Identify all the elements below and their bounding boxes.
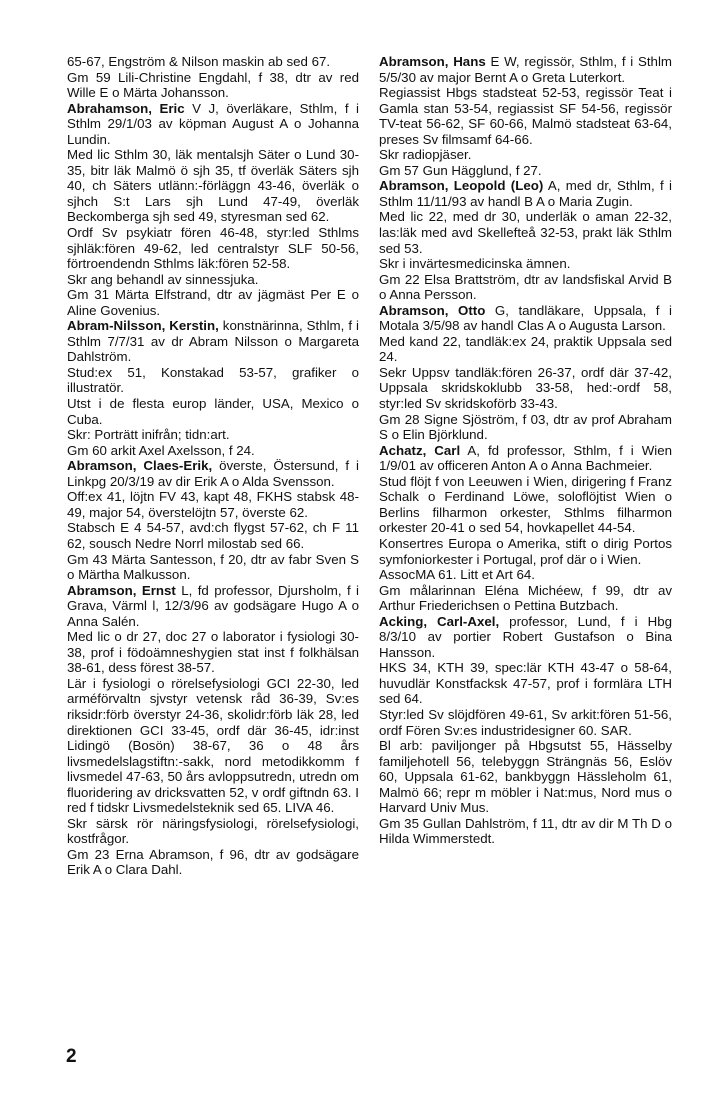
entry-paragraph: AssocMA 61. Litt et Art 64.	[379, 567, 535, 583]
entry-abramson-ernst	[67, 583, 359, 878]
entry-paragraph: Lär i fysiologi o rörelsefysiologi GCI 22-30, led arméförvaltn sjvstyr vetensk råd 36-39, Sv:es riksidr:förb överstyr 24-36, skolidr:förb läk 28, led direktionen GCI 33-45, ordf där 36-45, idr:inst Lidingö (Bosön) 38-67, 36 o 48 års livsmedelslagstiftn:-sakk, nord metodikkomm f livsmedel 47-63, 50 års avloppsutredn, utredn om fluoridering av dricksvatten 52, v ordf giftndn 63. I red f tidskr Livsmedelsteknik sed 65. LIVA 46.	[67, 675, 359, 816]
entry-paragraph: Gm 57 Gun Hägglund, f 27.	[379, 162, 542, 178]
entry-name: Abramson, Ernst	[67, 582, 176, 598]
entry-paragraph: Utst i de flesta europ länder, USA, Mexico o Cuba.	[67, 396, 359, 427]
entry-paragraph: Styr:led Sv slöjdfören 49-61, Sv arkit:fören 51-56, ordf Fören Sv:es industridesigner 60. SAR.	[379, 706, 672, 738]
entry-paragraph: Off:ex 41, löjtn FV 43, kapt 48, FKHS stabsk 48-49, major 54, överstelöjtn 57, överste 62.	[67, 489, 359, 520]
entry-paragraph: A, med dr, Sthlm, f i Sthlm 11/11/93 av handl B A o Maria Zugin.	[379, 178, 672, 209]
entry-paragraph: Ordf Sv psykiatr fören 46-48, styr:led Sthlms sjhläk:fören 49-62, led centralstyr SLF 50-56, förtroendendn Sthlms läk:fören 52-58.	[67, 225, 359, 272]
entry-continued	[67, 54, 359, 101]
entry-paragraph: Skr radiopjäser.	[379, 147, 472, 163]
entry-name: Abramson, Hans	[379, 54, 486, 69]
entry-paragraph: överste, Östersund, f i Linkpg 20/3/19 av dir Erik A o Alda Svensson.	[67, 458, 359, 489]
entry-paragraph: Skr särsk rör näringsfysiologi, rörelsefysiologi, kostfrågor.	[67, 815, 359, 847]
entry-paragraph: Stud flöjt f von Leeuwen i Wien, dirigering f Franz Schalk o Ferdinand Löwe, soloflöjtist Wien o Berlins filharmon orkester, Sthlms filharmon orkester 20-41 o sed 54, hovkapellet 44-54.	[379, 473, 672, 536]
entry-paragraph: V J, överläkare, Sthlm, f i Sthlm 29/1/03 av köpman August A o Johanna Lundin.	[67, 100, 359, 147]
entry-paragraph: Regiassist Hbgs stadsteat 52-53, regissör Teat i Gamla stan 53-54, regiassist SF 54-56, regissör TV-teat 56-62, SF 60-66, Malmö stadsteat 63-64, preses Sv filmsamf 64-66.	[379, 85, 672, 147]
entry-name: Achatz, Carl	[379, 442, 461, 458]
entry-paragraph: Gm 59 Lili-Christine Engdahl, f 38, dtr av red Wille E o Märta Johansson.	[67, 69, 359, 101]
entry-paragraph: E W, regissör, Sthlm, f i Sthlm 5/5/30 av major Bernt A o Greta Luterkort.	[379, 54, 672, 85]
entry-paragraph: Skr i invärtesmedicinska ämnen.	[379, 256, 571, 272]
entry-name: Abrahamson, Eric	[67, 100, 185, 116]
right-column	[379, 54, 672, 847]
entry-paragraph: Gm 22 Elsa Brattström, dtr av landsfiskal Arvid B o Anna Persson.	[379, 271, 672, 303]
entry-paragraph: Konsertres Europa o Amerika, stift o dirig Portos symfoniorkester i Portugal, prof där o i Wien.	[379, 535, 672, 567]
entry-paragraph: G, tandläkare, Uppsala, f i Motala 3/5/98 av handl Clas A o Augusta Larson.	[379, 302, 672, 334]
entry-paragraph: Gm 35 Gullan Dahlström, f 11, dtr av dir M Th D o Hilda Wimmerstedt.	[379, 815, 672, 847]
entry-name: Abramson, Otto	[379, 302, 486, 318]
entry-paragraph: Bl arb: paviljonger på Hbgsutst 55, Hässelby familjehotell 56, telebyggn Strängnäs 56, Eslöv 60, Uppsala 61-62, bankbyggn Hässleholm 61, Malmö 66; repr m möbler i Nat:mus, Nord mus o Harvard Univ Mus.	[379, 738, 672, 816]
entry-paragraph: Gm 23 Erna Abramson, f 96, dtr av godsägare Erik A o Clara Dahl.	[67, 846, 359, 878]
entry-name: Acking, Carl-Axel,	[379, 613, 500, 629]
entry-abramson-leopold	[379, 178, 672, 302]
entry-paragraph: Gm 28 Signe Sjöström, f 03, dtr av prof Abraham S o Elin Björklund.	[379, 411, 672, 443]
entry-abramson-hans	[379, 54, 672, 178]
entry-paragraph: Gm 31 Märta Elfstrand, dtr av jägmäst Per E o Aline Govenius.	[67, 287, 359, 318]
entry-paragraph: Skr: Porträtt inifrån; tidn:art.	[67, 427, 230, 443]
entry-paragraph: Med lic 22, med dr 30, underläk o aman 22-32, las:läk med avd Skellefteå 32-53, prakt läk Sthlm sed 53.	[379, 209, 672, 256]
entry-paragraph: L, fd professor, Djursholm, f i Grava, Värml l, 12/3/96 av godsägare Hugo A o Anna Salén.	[67, 582, 359, 629]
entry-paragraph: Gm målarinnan Eléna Michéew, f 99, dtr av Arthur Friederichsen o Pettina Butzbach.	[379, 582, 672, 614]
entry-paragraph: Med kand 22, tandläk:ex 24, praktik Uppsala sed 24.	[379, 333, 672, 365]
entry-paragraph: HKS 34, KTH 39, spec:lär KTH 43-47 o 58-64, huvudlär Konstfacksk 47-57, prof i formlära LTH sed 64.	[379, 660, 672, 707]
entry-abrahamson-eric	[67, 101, 359, 319]
entry-paragraph: konstnärinna, Sthlm, f i Sthlm 7/7/31 av dr Abram Nilsson o Margareta Dahlström.	[67, 318, 360, 365]
entry-paragraph: Skr ang behandl av sinnessjuka.	[67, 271, 259, 287]
entry-name: Abramson, Claes-Erik,	[67, 458, 213, 474]
entry-paragraph: Med lic Sthlm 30, läk mentalsjh Säter o Lund 30-35, bitr läk Malmö ö sjh 35, tf överläk Säters sjh 40, ch Säters utlänn:-förläggn 43-46, överläk o sjhch S:t Lars sjh Lund 47-49, överläk Beckomberga sjh sed 49, styresman sed 62.	[67, 147, 359, 225]
entry-paragraph: Stabsch E 4 54-57, avd:ch flygst 57-62, ch F 11 62, sousch Nedre Norrl milostab sed 66.	[67, 520, 359, 551]
entry-paragraph: 65-67, Engström & Nilson maskin ab sed 67.	[67, 54, 331, 69]
entry-name: Abramson, Leopold (Leo)	[379, 178, 544, 194]
entry-paragraph: Gm 43 Märta Santesson, f 20, dtr av fabr Sven S o Märtha Malkusson.	[67, 551, 359, 583]
entry-acking-carl-axel	[379, 614, 672, 847]
entry-abramson-claes-erik	[67, 458, 359, 582]
entry-abramson-otto	[379, 303, 672, 443]
entry-paragraph: professor, Lund, f i Hbg 8/3/10 av portier Robert Gustafson o Bina Hansson.	[379, 613, 672, 660]
left-column	[67, 54, 359, 878]
entry-abram-nilsson-kerstin	[67, 318, 359, 458]
page-number: 2	[66, 1046, 77, 1067]
entry-paragraph: Gm 60 arkit Axel Axelsson, f 24.	[67, 442, 255, 458]
entry-paragraph: Sekr Uppsv tandläk:fören 26-37, ordf där 37-42, Uppsala skridskoklubb 33-58, hed:-ordf 58, styr:led Sv skridskoförb 33-43.	[379, 364, 672, 412]
entry-paragraph: Med lic o dr 27, doc 27 o laborator i fysiologi 30-38, prof i födoämneshygien stat inst f folkhälsan 38-61, dess förest 38-57.	[67, 629, 359, 676]
entry-name: Abram-Nilsson, Kerstin,	[67, 318, 219, 334]
entry-paragraph: A, fd professor, Sthlm, f i Wien 1/9/01 av officeren Anton A o Anna Bachmeier.	[379, 442, 672, 474]
entry-achatz-carl	[379, 443, 672, 614]
entry-paragraph: Stud:ex 51, Konstakad 53-57, grafiker o illustratör.	[67, 364, 359, 396]
